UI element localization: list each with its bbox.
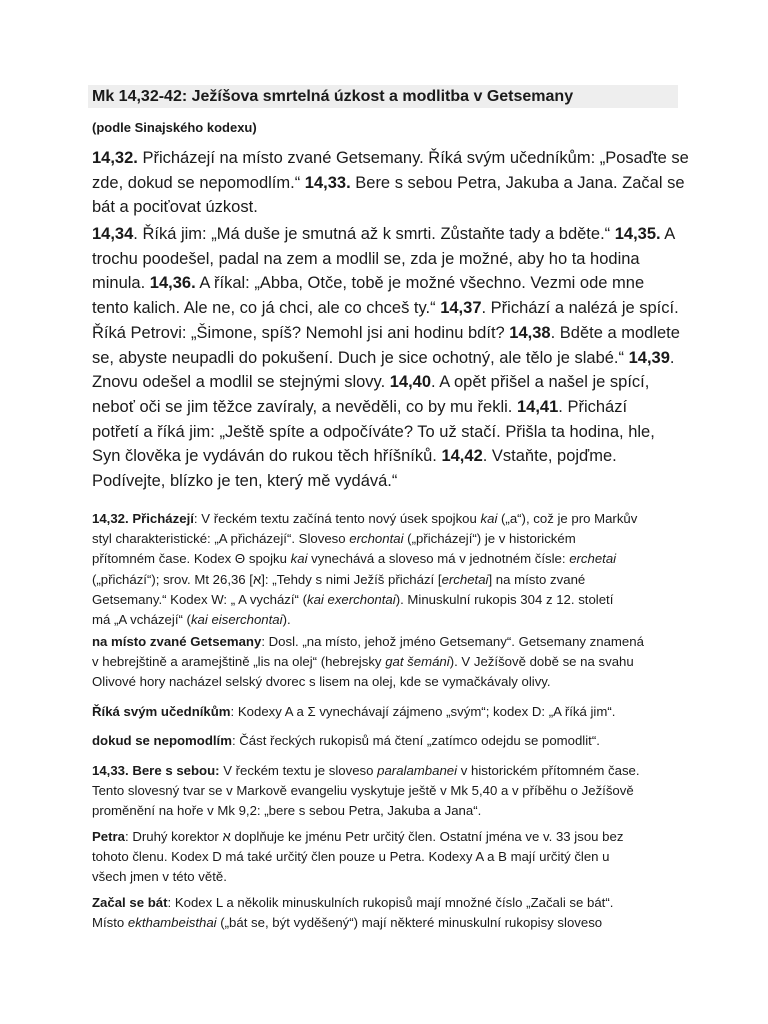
text-run: všech jmen v této větě. bbox=[92, 869, 227, 885]
text-line bbox=[92, 610, 682, 630]
text-run: Přicházejí na místo zvané Getsemany. Říká svým učedníkům: „Posaďte se bbox=[137, 149, 689, 167]
text-run: Getsemany.“ Kodex W: „ A vychází“ ( bbox=[92, 591, 307, 607]
text-run: A bbox=[660, 225, 676, 243]
text-run: . Přichází a nalézá je spící. bbox=[481, 299, 679, 318]
text-run: („a“), což je pro Markův bbox=[497, 511, 638, 526]
text-run: Syn člověka je vydáván do rukou těch hříšníků. bbox=[92, 447, 442, 466]
bold-run: 14,37 bbox=[440, 299, 482, 318]
text-line bbox=[92, 761, 682, 781]
bold-run: 14,32. Přicházejí bbox=[92, 511, 194, 526]
text-run: Podívejte, blízko je ten, který mě vydává.“ bbox=[92, 472, 398, 491]
text-run: ). bbox=[282, 612, 291, 628]
text-run: . A opět přišel a našel je spící, bbox=[431, 373, 650, 392]
text-run: styl charakteristické: „A přicházejí“. Sloveso bbox=[92, 531, 350, 547]
text-run: . Vstaňte, pojďme. bbox=[482, 447, 617, 466]
text-run: . Přichází bbox=[558, 397, 628, 416]
note-paragraph bbox=[92, 509, 682, 630]
text-line bbox=[92, 146, 689, 171]
text-run: („přicházejí“) je v historickém bbox=[403, 531, 576, 547]
text-run: Olivové hory nacházel selský dvorec s lisem na olej, kde se vymačkávaly olivy. bbox=[92, 674, 551, 690]
italic-run: kai bbox=[290, 551, 308, 567]
text-run: . Říká jim: „Má duše je smutná až k smrti. Zůstaňte tady a bděte.“ bbox=[133, 225, 615, 243]
text-line bbox=[92, 247, 682, 272]
text-run: v historickém přítomném čase. bbox=[457, 763, 640, 778]
text-line bbox=[92, 469, 682, 494]
text-run: Říká Petrovi: „Šimone, spíš? Nemohl jsi ani hodinu bdít? bbox=[92, 323, 510, 342]
note-paragraph bbox=[92, 632, 682, 693]
note-paragraph bbox=[92, 761, 682, 822]
text-line bbox=[92, 652, 682, 672]
text-run: A říkal: „Abba, Otče, tobě je možné všechno. Vezmi ode mne bbox=[195, 274, 645, 293]
text-run: . Bděte a modlete bbox=[550, 323, 680, 342]
text-line bbox=[92, 346, 682, 371]
bold-run: 14,33. bbox=[304, 173, 351, 192]
text-line bbox=[92, 731, 682, 751]
note-paragraph bbox=[92, 731, 682, 751]
text-line bbox=[92, 420, 682, 445]
bold-run: 14,38 bbox=[509, 323, 551, 342]
text-line bbox=[92, 296, 682, 321]
bold-run: na místo zvané Getsemany bbox=[92, 634, 262, 649]
bold-run: dokud se nepomodlím bbox=[92, 733, 232, 748]
text-run: . bbox=[669, 348, 675, 367]
text-line bbox=[92, 509, 682, 529]
text-line bbox=[92, 827, 682, 847]
text-run: Znovu odešel a modlil se stejnými slovy. bbox=[92, 373, 390, 392]
bold-run: 14,41 bbox=[516, 397, 559, 416]
text-line bbox=[92, 590, 682, 610]
text-run: tento kalich. Ale ne, co já chci, ale co chceš ty.“ bbox=[92, 299, 441, 318]
text-line bbox=[92, 549, 682, 569]
bold-run: Říká svým učedníkům bbox=[92, 704, 231, 719]
text-line bbox=[92, 801, 682, 821]
italic-run: erchetai bbox=[441, 571, 489, 587]
bold-run: Petra bbox=[92, 829, 125, 844]
text-line bbox=[92, 321, 682, 346]
text-line bbox=[92, 893, 682, 913]
text-run: („bát se, být vyděšený“) mají některé minuskulní rukopisy sloveso bbox=[216, 915, 603, 931]
text-run: zde, dokud se nepomodlím.“ bbox=[92, 173, 305, 192]
page-title: Mk 14,32-42: Ježíšova smrtelná úzkost a modlitba v Getsemany bbox=[92, 88, 574, 105]
text-line bbox=[92, 395, 682, 420]
text-line bbox=[92, 672, 682, 692]
text-line bbox=[92, 570, 682, 590]
text-run: trochu poodešel, padal na zem a modlil se, zda je možné, aby ho ta hodina bbox=[92, 249, 640, 268]
italic-run: kai bbox=[480, 511, 498, 526]
bible-paragraph bbox=[92, 222, 682, 494]
text-line bbox=[92, 867, 682, 887]
text-run: přítomném čase. Kodex Θ spojku bbox=[92, 551, 291, 567]
note-paragraph bbox=[92, 827, 682, 888]
text-run: : V řeckém textu začíná tento nový úsek spojkou bbox=[193, 511, 481, 526]
italic-run: ekthambeisthai bbox=[127, 915, 217, 931]
text-run: : Kodex L a několik minuskulních rukopisů mají množné číslo „Začali se bát“. bbox=[167, 895, 614, 910]
text-line bbox=[92, 444, 682, 469]
text-run: potřetí a říká jim: „Ještě spíte a odpočíváte? To už stačí. Přišla ta hodina, hle, bbox=[92, 422, 655, 441]
text-line bbox=[92, 529, 682, 549]
bold-run: 14,33. Bere s sebou: bbox=[92, 763, 220, 778]
note-paragraph bbox=[92, 893, 682, 933]
text-run: : Dosl. „na místo, jehož jméno Getsemany“. Getsemany znamená bbox=[261, 634, 644, 649]
text-run: se, abyste neupadli do pokušení. Duch je sice ochotný, ale tělo je slabé.“ bbox=[92, 348, 629, 367]
text-line bbox=[92, 702, 682, 722]
text-run: neboť oči se jim těžce zavíraly, a nevěděli, co by mu řekli. bbox=[92, 397, 517, 416]
italic-run: kai eiserchontai bbox=[190, 612, 283, 628]
text-run: v hebrejštině a aramejštině „lis na olej“ (hebrejsky bbox=[92, 654, 386, 670]
text-run: vynechává a sloveso má v jednotném čísle: bbox=[307, 551, 570, 567]
note-paragraph bbox=[92, 702, 682, 722]
bold-run: 14,32. bbox=[92, 149, 138, 167]
bold-run: 14,42 bbox=[441, 447, 483, 466]
text-line bbox=[92, 171, 685, 196]
bold-run: Začal se bát bbox=[92, 895, 168, 910]
text-line bbox=[92, 195, 682, 220]
text-run: ] na místo zvané bbox=[488, 571, 586, 587]
page-subtitle: (podle Sinajského kodexu) bbox=[92, 120, 257, 135]
text-run: tohoto členu. Kodex D má také určitý člen pouze u Petra. Kodexy A a B mají určitý člen u bbox=[92, 849, 610, 865]
italic-run: kai exerchontai bbox=[306, 591, 396, 607]
text-line bbox=[92, 632, 682, 652]
bold-run: 14,35. bbox=[614, 225, 661, 243]
text-run: ). Minuskulní rukopis 304 z 12. století bbox=[395, 591, 614, 607]
bold-run: 14,36. bbox=[149, 274, 196, 293]
text-run: Tento slovesný tvar se v Markově evangeliu vyskytuje ještě v Mk 5,40 a v příběhu o Ježíšově bbox=[92, 783, 634, 799]
text-run: V řeckém textu je sloveso bbox=[219, 763, 378, 778]
bible-paragraph bbox=[92, 146, 689, 220]
text-line bbox=[92, 271, 682, 296]
bold-run: 14,40 bbox=[389, 373, 432, 392]
text-run: minula. bbox=[92, 274, 150, 293]
text-run: bát a pociťovat úzkost. bbox=[92, 198, 258, 217]
text-run: Bere s sebou Petra, Jakuba a Jana. Začal se bbox=[350, 173, 685, 192]
text-line bbox=[92, 222, 682, 247]
text-run: ). V Ježíšově době se na svahu bbox=[449, 654, 634, 670]
text-run: Místo bbox=[92, 915, 128, 931]
italic-run: gat šemáni bbox=[385, 654, 450, 670]
text-line bbox=[92, 847, 682, 867]
text-line bbox=[92, 913, 682, 933]
italic-run: erchetai bbox=[569, 551, 617, 567]
text-run: („přichází“); srov. Mt 26,36 [א]: „Tehdy s nimi Ježíš přichází [ bbox=[92, 571, 442, 587]
text-run: proměnění na hoře v Mk 9,2: „bere s sebou Petra, Jakuba a Jana“. bbox=[92, 803, 482, 819]
text-line bbox=[92, 781, 682, 801]
text-run: má „A vcházejí“ ( bbox=[92, 612, 191, 628]
text-line bbox=[92, 370, 682, 395]
bold-run: 14,39 bbox=[628, 348, 670, 367]
italic-run: erchontai bbox=[349, 531, 404, 547]
italic-run: paralambanei bbox=[377, 763, 458, 778]
text-run: : Část řeckých rukopisů má čtení „zatímco odejdu se pomodlit“. bbox=[231, 733, 600, 748]
text-run: : Druhý korektor א doplňuje ke jménu Petr určitý člen. Ostatní jména ve v. 33 jsou bez bbox=[125, 829, 624, 844]
text-run: : Kodexy A a Σ vynechávají zájmeno „svým“; kodex D: „A říká jim“. bbox=[230, 704, 616, 719]
bold-run: 14,34 bbox=[92, 225, 134, 243]
